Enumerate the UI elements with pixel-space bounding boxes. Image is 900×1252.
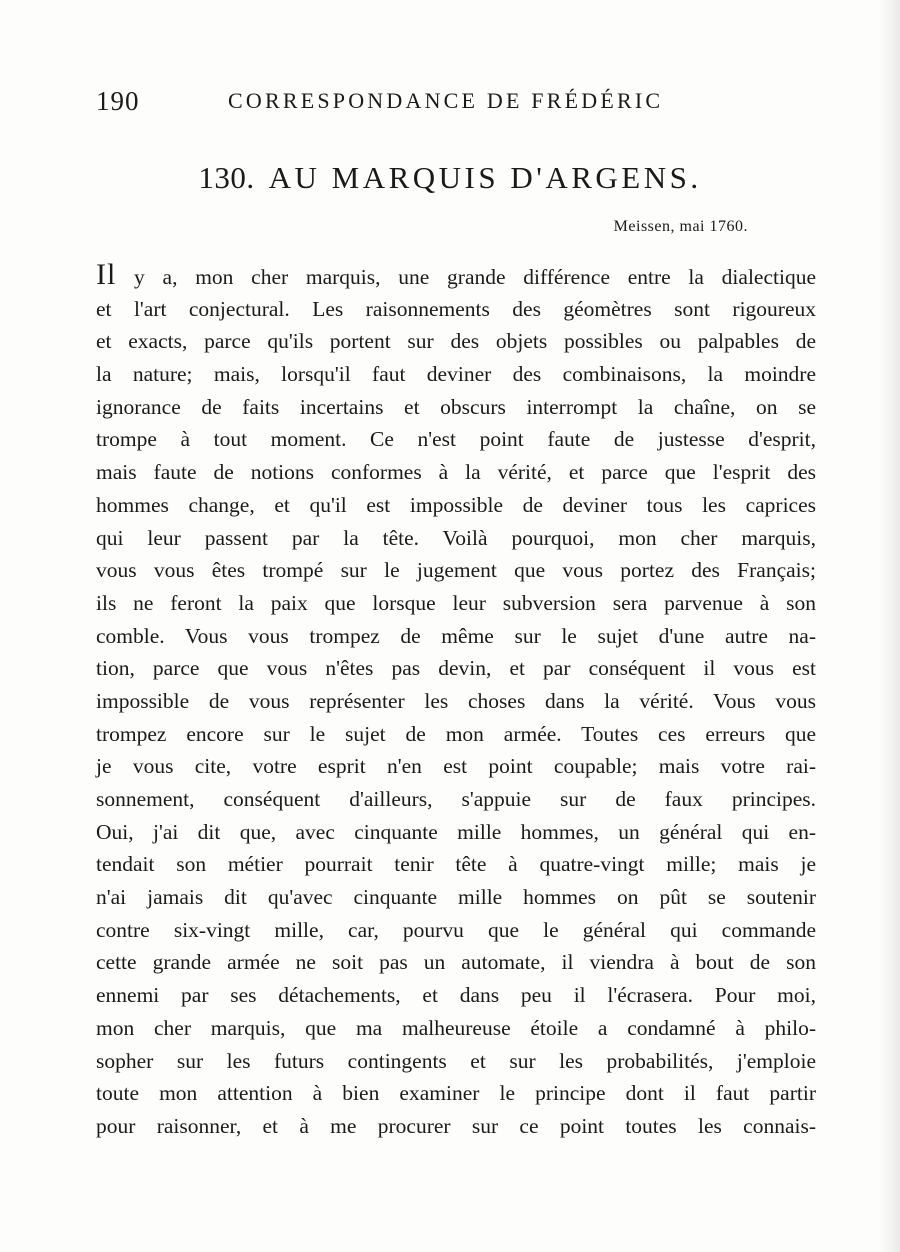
body-line: comble. Vous vous trompez de même sur le sujet d'une autre na- — [96, 623, 816, 648]
body-line: et exacts, parce qu'ils portent sur des objets possibles ou palpables de — [96, 329, 816, 354]
body-line: n'ai jamais dit qu'avec cinquante mille hommes on pût se soutenir — [96, 885, 816, 910]
drop-cap: Il — [96, 258, 117, 291]
letter-heading — [0, 160, 900, 196]
body-line: contre six-vingt mille, car, pourvu que le général qui commande — [96, 917, 816, 942]
body-line: trompe à tout moment. Ce n'est point faute de justesse d'esprit, — [96, 427, 816, 452]
body-line: cette grande armée ne soit pas un automate, il viendra à bout de son — [96, 950, 816, 975]
body-line: hommes change, et qu'il est impossible de deviner tous les caprices — [96, 492, 816, 517]
body-line: qui leur passent par la tête. Voilà pourquoi, mon cher marquis, — [96, 525, 816, 550]
body-line: vous vous êtes trompé sur le jugement que vous portez des Français; — [96, 558, 816, 583]
body-line: et l'art conjectural. Les raisonnements des géomètres sont rigoureux — [96, 296, 816, 321]
body-line: ignorance de faits incertains et obscurs interrompt la chaîne, on se — [96, 394, 816, 419]
body-line: Oui, j'ai dit que, avec cinquante mille hommes, un général qui en- — [96, 819, 816, 844]
page-number: 190 — [96, 86, 140, 116]
letter-dateline: Meissen, mai 1760. — [613, 218, 748, 235]
body-line: je vous cite, votre esprit n'en est point coupable; mais votre rai- — [96, 754, 816, 779]
body-line: la nature; mais, lorsqu'il faut deviner des combinaisons, la moindre — [96, 362, 816, 387]
body-line: ils ne feront la paix que lorsque leur subversion sera parvenue à son — [96, 590, 816, 615]
letter-body — [96, 260, 816, 1143]
body-line: mais faute de notions conformes à la vérité, et parce que l'esprit des — [96, 460, 816, 485]
body-line-last: pour raisonner, et à me procurer sur ce point toutes les connais- — [96, 1113, 816, 1138]
body-line-first — [96, 260, 816, 293]
body-line: impossible de vous représenter les choses dans la vérité. Vous vous — [96, 688, 816, 713]
letter-number: 130. — [198, 160, 255, 195]
first-line-text: y a, mon cher marquis, une grande différence entre la dialectique — [116, 265, 816, 289]
body-line: tendait son métier pourrait tenir tête à quatre-vingt mille; mais je — [96, 852, 816, 877]
body-line: trompez encore sur le sujet de mon armée. Toutes ces erreurs que — [96, 721, 816, 746]
body-line: toute mon attention à bien examiner le principe dont il faut partir — [96, 1081, 816, 1106]
body-line: tion, parce que vous n'êtes pas devin, et par conséquent il vous est — [96, 656, 816, 681]
body-line: mon cher marquis, que ma malheureuse étoile a condamné à philo- — [96, 1015, 816, 1040]
letter-addressee: AU MARQUIS D'ARGENS. — [268, 160, 702, 195]
running-head — [96, 86, 696, 118]
body-line: sopher sur les futurs contingents et sur les probabilités, j'emploie — [96, 1048, 816, 1073]
running-title: CORRESPONDANCE DE FRÉDÉRIC — [228, 88, 664, 113]
body-line: ennemi par ses détachements, et dans peu il l'écrasera. Pour moi, — [96, 983, 816, 1008]
body-line: sonnement, conséquent d'ailleurs, s'appuie sur de faux principes. — [96, 787, 816, 811]
